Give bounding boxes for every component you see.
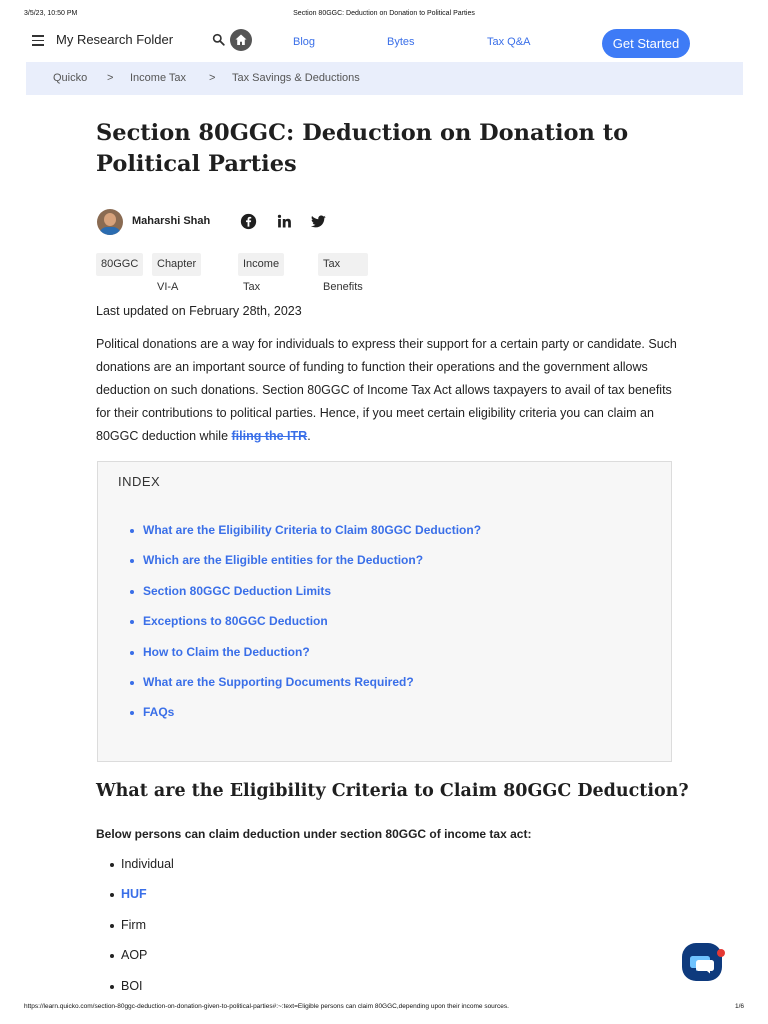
list-item: Individual (108, 857, 174, 887)
facebook-icon[interactable] (240, 213, 257, 230)
menu-icon[interactable] (32, 35, 44, 45)
tag-80ggc[interactable]: 80GGC (96, 253, 143, 276)
eligibility-lead: Below persons can claim deduction under section 80GGC of income tax act: (96, 827, 532, 841)
index-item[interactable]: How to Claim the Deduction? (128, 645, 481, 675)
notification-dot (717, 949, 725, 957)
linkedin-icon[interactable] (276, 213, 293, 230)
filing-itr-link[interactable]: filing the ITR (231, 429, 308, 443)
breadcrumb-item-quicko[interactable]: Quicko (53, 72, 88, 84)
tag-chapter-vi-a[interactable]: Chapter VI-A (152, 253, 201, 276)
home-icon[interactable] (230, 29, 252, 51)
list-item: AOP (108, 948, 174, 978)
breadcrumb (26, 62, 743, 95)
list-item-huf-link[interactable]: HUF (108, 887, 174, 917)
last-updated: Last updated on February 28th, 2023 (96, 304, 302, 318)
research-folder-label[interactable]: My Research Folder (56, 32, 174, 47)
breadcrumb-item-tax-savings[interactable]: Tax Savings & Deductions (232, 72, 360, 84)
search-icon[interactable] (212, 33, 225, 46)
chat-icon (682, 943, 722, 981)
index-list (128, 523, 481, 736)
breadcrumb-item-income-tax[interactable]: Income Tax (130, 72, 187, 84)
section-heading-eligibility: What are the Eligibility Criteria to Claim 80GGC Deduction? (96, 781, 689, 801)
avatar (97, 209, 123, 235)
print-footer (24, 1003, 744, 1010)
print-page-number: 1/6 (734, 1003, 744, 1010)
index-item[interactable]: Section 80GGC Deduction Limits (128, 584, 481, 614)
nav-link-tax-qa[interactable]: Tax Q&A (487, 36, 531, 48)
tag-income-tax[interactable]: Income Tax (238, 253, 284, 276)
index-item[interactable]: FAQs (128, 705, 481, 735)
chat-button[interactable] (682, 943, 722, 981)
eligible-persons-list (108, 857, 174, 1009)
get-started-button[interactable]: Get Started (602, 29, 690, 58)
intro-paragraph (96, 333, 681, 448)
twitter-icon[interactable] (310, 213, 327, 230)
print-page-title: Section 80GGC: Deduction on Donation to Political Parties (293, 10, 475, 17)
author-name[interactable]: Maharshi Shah (132, 215, 211, 227)
index-title: INDEX (118, 474, 161, 489)
intro-text: Political donations are a way for individuals to express their support for a certain party or candidate. Such donations are an important source of funding to function their operations and the government allows deduction on such donations. Section 80GGC of Income Tax Act allows taxpayers to avail of tax benefits for their contributions to political parties. Hence, if you meet certain eligibility criteria you can claim an 80GGC deduction while (96, 337, 677, 443)
navbar (26, 28, 743, 58)
breadcrumb-separator: > (107, 72, 114, 84)
intro-end: . (307, 429, 311, 443)
page-title: Section 80GGC: Deduction on Donation to Political Parties (96, 120, 629, 177)
print-url: https://learn.quicko.com/section-80ggc-deduction-on-donation-given-to-political-parties#:~:text=Eligible persons can claim 80GGC,depending upon their income sources. (24, 1003, 509, 1010)
breadcrumb-separator: > (209, 72, 216, 84)
index-item[interactable]: What are the Supporting Documents Required? (128, 675, 481, 705)
tag-tax-benefits[interactable]: Tax Benefits (318, 253, 368, 276)
list-item: Firm (108, 918, 174, 948)
nav-link-blog[interactable]: Blog (293, 36, 316, 48)
index-item[interactable]: Exceptions to 80GGC Deduction (128, 614, 481, 644)
author-row (96, 209, 396, 237)
index-item[interactable]: Which are the Eligible entities for the Deduction? (128, 553, 481, 583)
index-item[interactable]: What are the Eligibility Criteria to Claim 80GGC Deduction? (128, 523, 481, 553)
list-item: BOI (108, 979, 174, 1009)
print-header (24, 10, 744, 22)
print-datetime: 3/5/23, 10:50 PM (24, 10, 78, 17)
index-box (97, 461, 672, 762)
nav-link-bytes[interactable]: Bytes (387, 36, 415, 48)
